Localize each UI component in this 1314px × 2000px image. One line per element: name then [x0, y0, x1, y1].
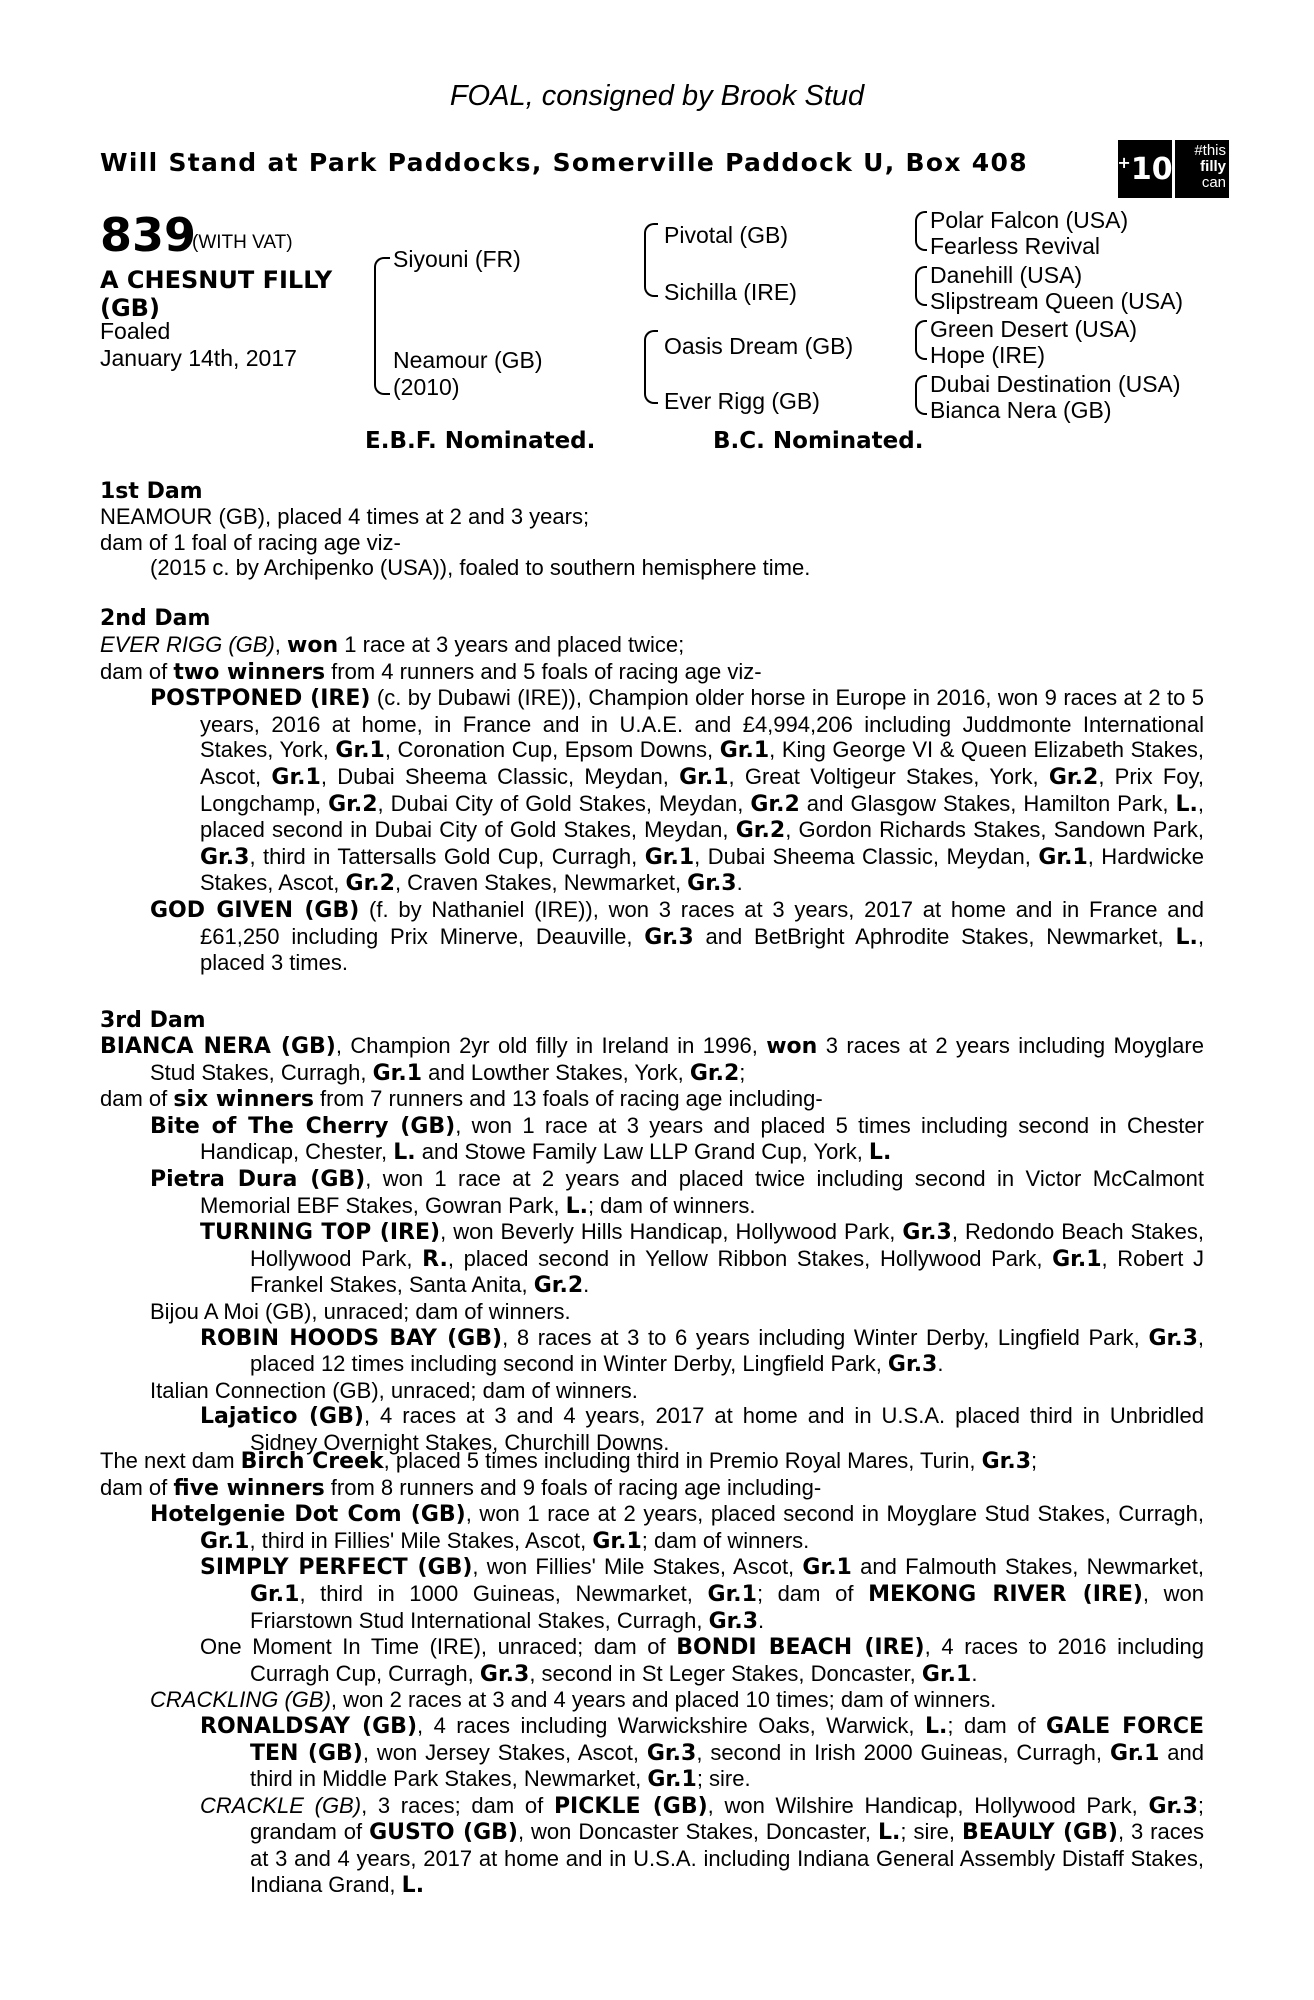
- third-dam-section: BIANCA NERA (GB), Champion 2yr old filly in Ireland in 1996, won 3 races at 2 years including Moyglare Stud Stakes, Curragh, Gr.1 and Lowther Stakes, York, Gr.2; dam of six winners from 7 runners and 13 foals of racing age including- Bite of The Cherry (GB), won 1 race at 3 years and placed 5 times including second in Chester Handicap, Chester, L. and Stowe Family Law LLP Grand Cup, York, L. Pietra Dura (GB), won 1 race at 2 years and placed twice including second in Victor McCalmont Memorial EBF Stakes, Gowran Park, L.; dam of winners. TURNING TOP (IRE), won Beverly Hills Handicap, Hollywood Park, Gr.3, Redondo Beach Stakes, Hollywood Park, R., placed second in Yellow Ribbon Stakes, Hollywood Park, Gr.1, Robert J Frankel Stakes, Santa Anita, Gr.2. Bijou A Moi (GB), unraced; dam of winners. ROBIN HOODS BAY (GB), 8 races at 3 to 6 years including Winter Derby, Lingfield Park, Gr.3, placed 12 times including second in Winter Derby, Lingfield Park, Gr.3. Italian Connection (GB), unraced; dam of winners. Lajatico (GB), 4 races at 3 and 4 years, 2017 at home and in U.S.A. placed third in Unbridled Sidney Overnight Stakes, Churchill Downs.: [100, 1033, 1205, 1455]
- consignment-line: FOAL, consigned by Brook Stud: [449, 80, 865, 112]
- stand-location: Will Stand at Park Paddocks, Somerville Paddock U, Box 408: [100, 148, 1028, 177]
- second-dam-heading: 2nd Dam: [100, 606, 211, 631]
- pedigree-brace-6: [915, 320, 927, 360]
- pedigree-g3: Danehill (USA): [930, 262, 1083, 288]
- sire-dam: Sichilla (IRE): [664, 279, 797, 305]
- pedigree-g8: Bianca Nera (GB): [930, 397, 1112, 423]
- dam-sire: Oasis Dream (GB): [664, 333, 854, 359]
- dam-dam: Ever Rigg (GB): [664, 388, 820, 414]
- foaled-info: Foaled January 14th, 2017: [100, 318, 297, 371]
- pedigree-g5: Green Desert (USA): [930, 316, 1138, 342]
- pedigree-brace-4: [915, 211, 927, 251]
- pedigree-g1: Polar Falcon (USA): [930, 207, 1129, 233]
- first-dam-heading: 1st Dam: [100, 479, 203, 504]
- pedigree-brace-3: [644, 330, 658, 404]
- pedigree-brace-1: [374, 257, 390, 395]
- third-dam-heading: 3rd Dam: [100, 1008, 206, 1033]
- sire-sire: Pivotal (GB): [664, 222, 788, 248]
- first-dam-section: NEAMOUR (GB), placed 4 times at 2 and 3 years; dam of 1 foal of racing age viz- (2015 c. by Archipenko (USA)), foaled to southern hemisphere time.: [100, 504, 811, 581]
- pedigree-brace-5: [915, 266, 927, 306]
- lot-description: A CHESNUT FILLY (GB): [100, 266, 333, 322]
- pedigree-g6: Hope (IRE): [930, 342, 1046, 368]
- vat-label: (WITH VAT): [192, 232, 293, 253]
- bc-nominated: B.C. Nominated.: [713, 428, 924, 454]
- sire: Siyouni (FR): [393, 246, 521, 272]
- pedigree-g7: Dubai Destination (USA): [930, 371, 1181, 397]
- ebf-nominated: E.B.F. Nominated.: [365, 428, 596, 454]
- plus10-logo: [1118, 140, 1229, 198]
- pedigree-g2: Fearless Revival: [930, 233, 1100, 259]
- plus10-icon: + 10: [1118, 140, 1172, 198]
- pedigree-brace-7: [915, 375, 927, 415]
- lot-number: 839: [100, 208, 197, 262]
- this-filly-can-badge: #this filly can: [1175, 140, 1229, 198]
- postponed-entry: POSTPONED (IRE) (c. by Dubawi (IRE)), Champion older horse in Europe in 2016, won 9 races at 2 to 5 years, 2016 at home, in France and in U.A.E. and £4,994,206 including Juddmonte International Stakes, York, Gr.1, Coronation Cup, Epsom Downs, Gr.1, King George VI & Queen Elizabeth Stakes, Ascot, Gr.1, Dubai Sheema Classic, Meydan, Gr.1, Great Voltigeur Stakes, York, Gr.2, Prix Foy, Longchamp, Gr.2, Dubai City of Gold Stakes, Meydan, Gr.2 and Glasgow Stakes, Hamilton Park, L., placed second in Dubai City of Gold Stakes, Meydan, Gr.2, Gordon Richards Stakes, Sandown Park, Gr.3, third in Tattersalls Gold Cup, Curragh, Gr.1, Dubai Sheema Classic, Meydan, Gr.1, Hardwicke Stakes, Ascot, Gr.2, Craven Stakes, Newmarket, Gr.3.: [150, 685, 1205, 897]
- next-dam-section: The next dam Birch Creek, placed 5 times including third in Premio Royal Mares, Turin, Gr.3; dam of five winners from 8 runners and 9 foals of racing age including- Hotelgenie Dot Com (GB), won 1 race at 2 years, placed second in Moyglare Stud Stakes, Curragh, Gr.1, third in Fillies' Mile Stakes, Ascot, Gr.1; dam of winners. SIMPLY PERFECT (GB), won Fillies' Mile Stakes, Ascot, Gr.1 and Falmouth Stakes, Newmarket, Gr.1, third in 1000 Guineas, Newmarket, Gr.1; dam of MEKONG RIVER (IRE), won Friarstown Stud International Stakes, Curragh, Gr.3. One Moment In Time (IRE), unraced; dam of BONDI BEACH (IRE), 4 races to 2016 including Curragh Cup, Curragh, Gr.3, second in St Leger Stakes, Doncaster, Gr.1. CRACKLING (GB), won 2 races at 3 and 4 years and placed 10 times; dam of winners. RONALDSAY (GB), 4 races including Warwickshire Oaks, Warwick, L.; dam of GALE FORCE TEN (GB), won Jersey Stakes, Ascot, Gr.3, second in Irish 2000 Guineas, Curragh, Gr.1 and third in Middle Park Stakes, Newmarket, Gr.1; sire. CRACKLE (GB), 3 races; dam of PICKLE (GB), won Wilshire Handicap, Hollywood Park, Gr.3; grandam of GUSTO (GB), won Doncaster Stakes, Doncaster, L.; sire, BEAULY (GB), 3 races at 3 and 4 years, 2017 at home and in U.S.A. including Indiana General Assembly Distaff Stakes, Indiana Grand, L.: [100, 1448, 1205, 1898]
- pedigree-g4: Slipstream Queen (USA): [930, 288, 1184, 314]
- dam-year: (2010): [393, 374, 460, 400]
- pedigree-brace-2: [644, 223, 658, 297]
- dam: Neamour (GB): [393, 347, 543, 373]
- god-given-entry: GOD GIVEN (GB) (f. by Nathaniel (IRE)), won 3 races at 3 years, 2017 at home and in France and £61,250 including Prix Minerve, Deauville, Gr.3 and BetBright Aphrodite Stakes, Newmarket, L., placed 3 times.: [150, 896, 1204, 976]
- second-dam-section: EVER RIGG (GB), won 1 race at 3 years and placed twice; dam of two winners from 4 runners and 5 foals of racing age viz- POSTPONED (IRE) (c. by Dubawi (IRE)), Champion older horse in Europe in 2016, won 9 races at 2 to 5 years, 2016 at home, in France and in U.A.E. and £4,994,206 including Juddmonte International Stakes, York, Gr.1, Coronation Cup, Epsom Downs, Gr.1, King George VI & Queen Elizabeth Stakes, Ascot, Gr.1, Dubai Sheema Classic, Meydan, Gr.1, Great Voltigeur Stakes, York, Gr.2, Prix Foy, Longchamp, Gr.2, Dubai City of Gold Stakes, Meydan, Gr.2 and Glasgow Stakes, Hamilton Park, L., placed second in Dubai City of Gold Stakes, Meydan, Gr.2, Gordon Richards Stakes, Sandown Park, Gr.3, third in Tattersalls Gold Cup, Curragh, Gr.1, Dubai Sheema Classic, Meydan, Gr.1, Hardwicke Stakes, Ascot, Gr.2, Craven Stakes, Newmarket, Gr.3. GOD GIVEN (GB) (f. by Nathaniel (IRE)), won 3 races at 3 years, 2017 at home and in France and £61,250 including Prix Minerve, Deauville, Gr.3 and BetBright Aphrodite Stakes, Newmarket, L., placed 3 times.: [100, 632, 1205, 976]
